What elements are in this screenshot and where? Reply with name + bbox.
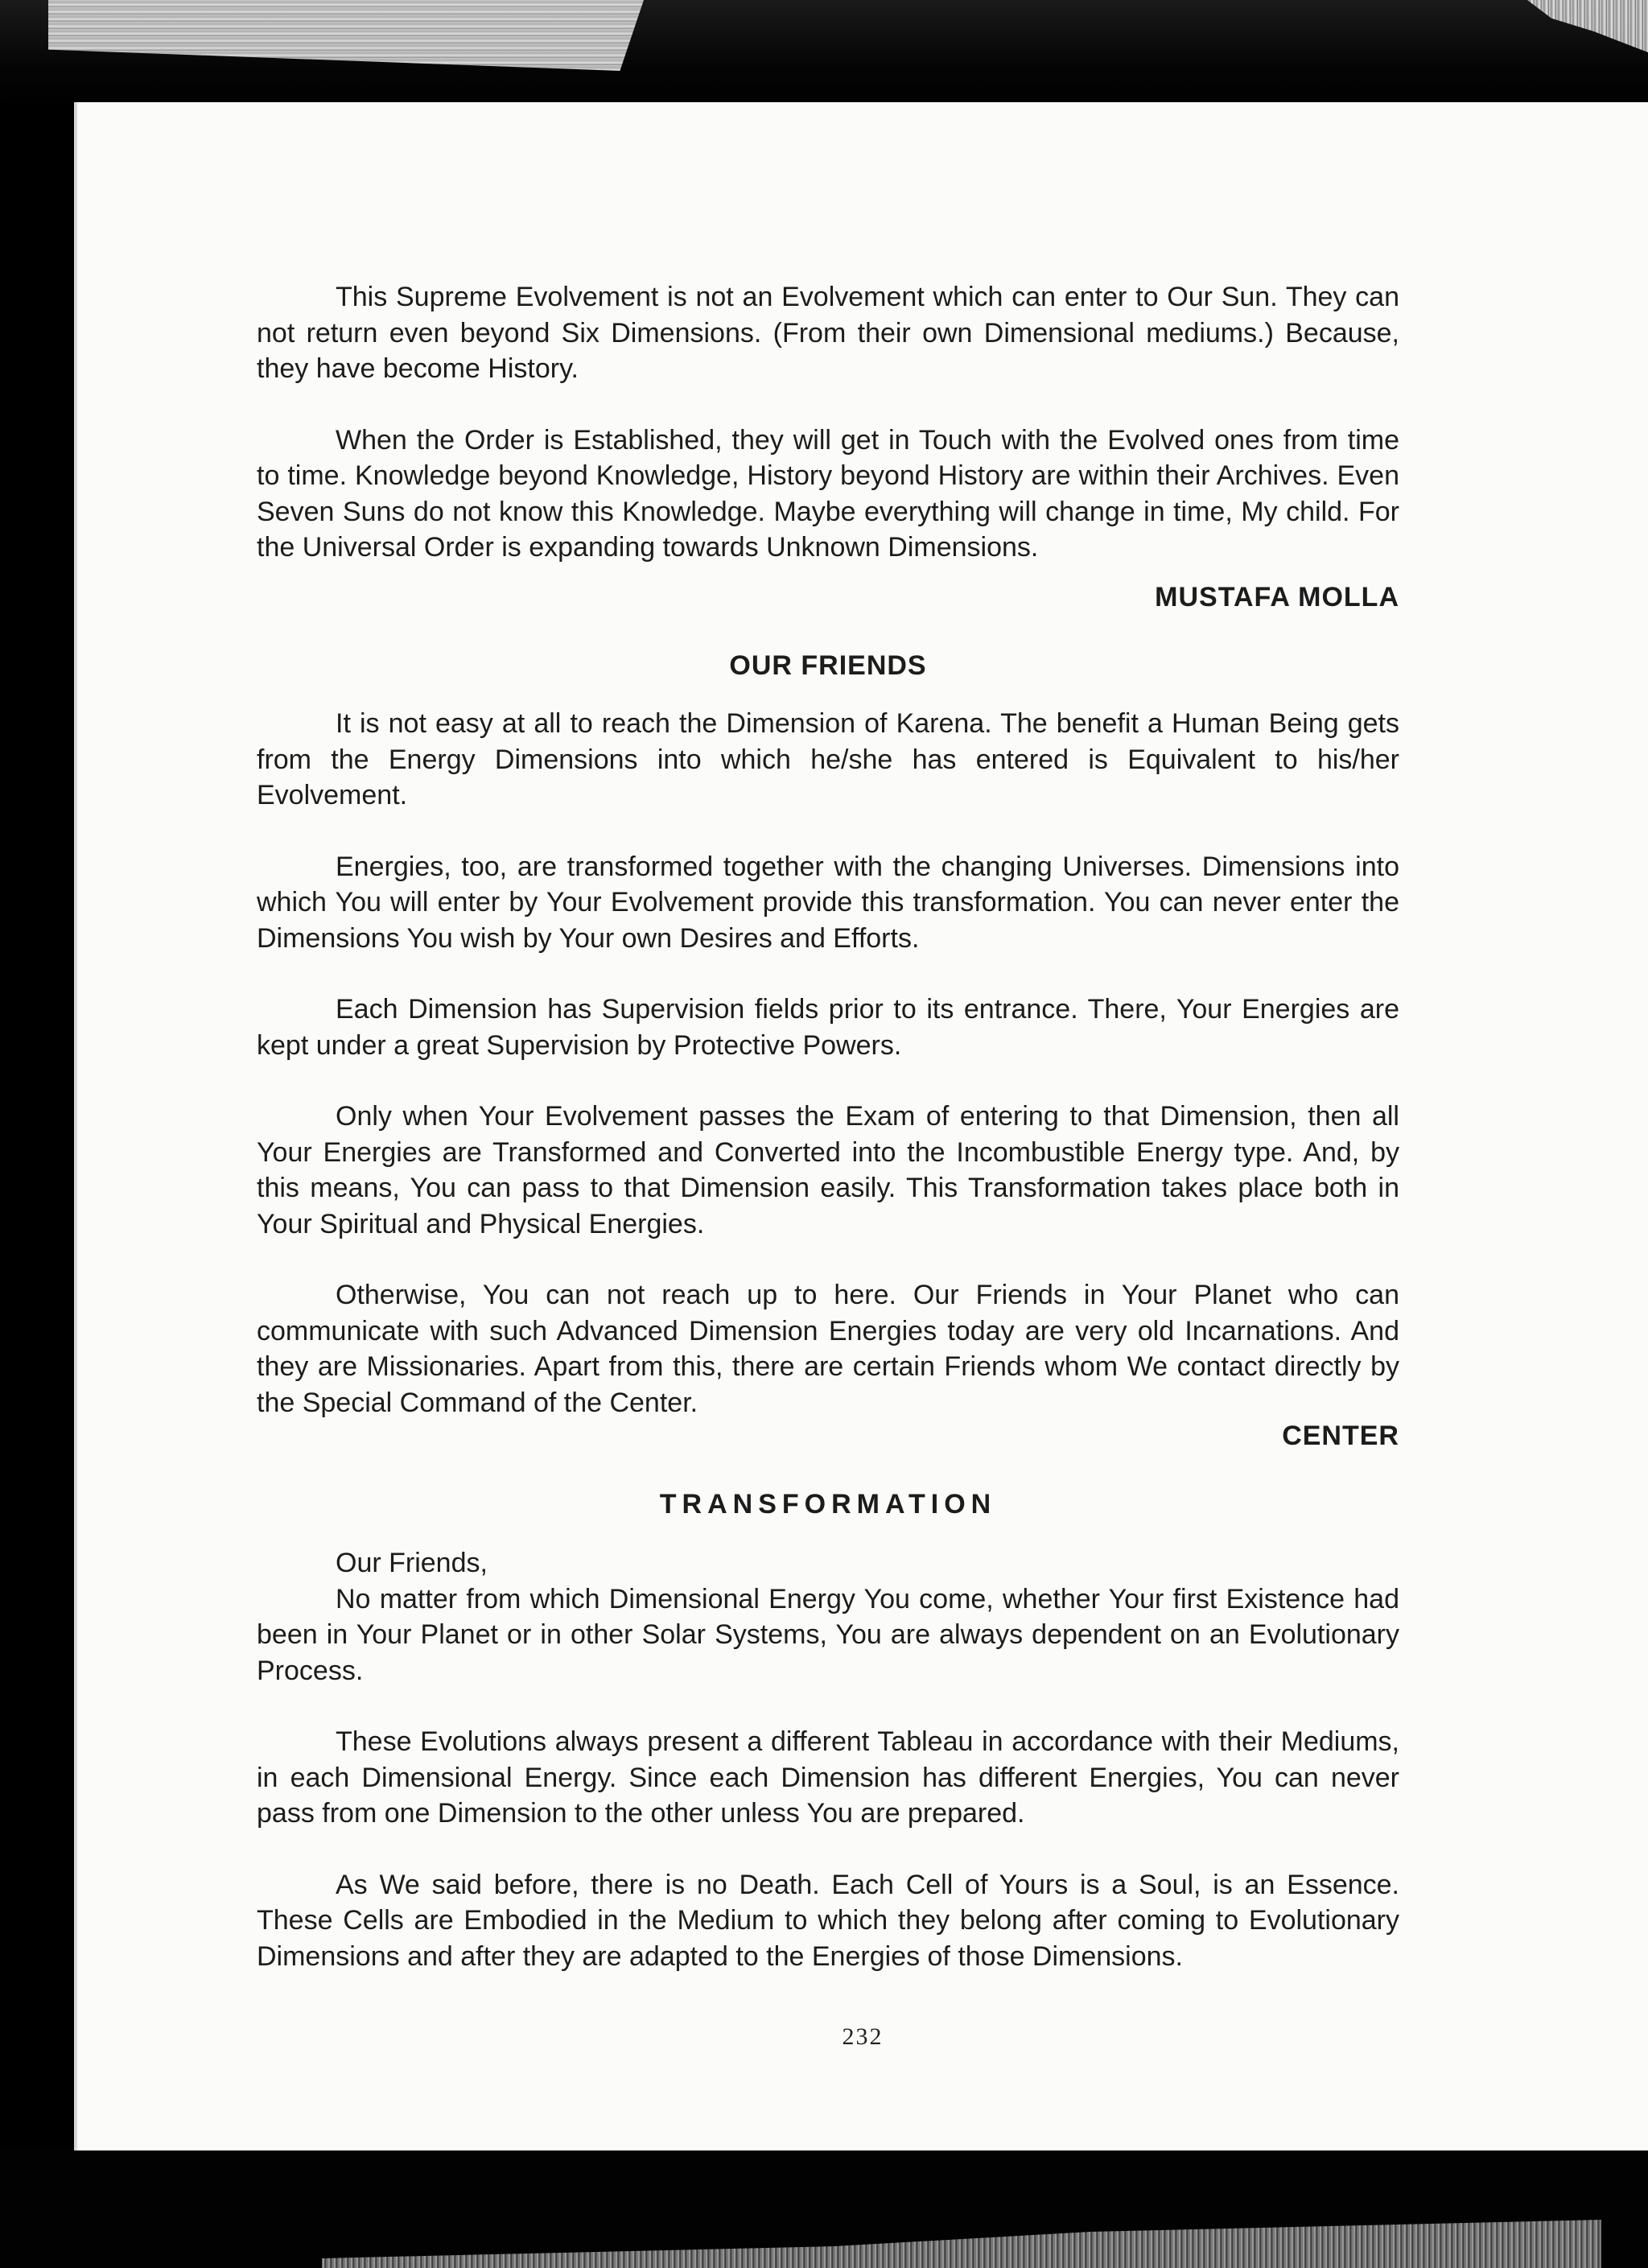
section-transformation (257, 1545, 1399, 1974)
paragraph: This Supreme Evolvement is not an Evolvement which can enter to Our Sun. They can not return even beyond Six Dimensions. (From their own Dimensional mediums.) Because, they have become History. (257, 282, 1399, 384)
section-our-friends (257, 706, 1399, 1421)
section-transformation-heading (257, 1487, 1399, 1523)
paragraph: Each Dimension has Supervision fields prior to its entrance. There, Your Energies are kept under a great Supervision by Protective Powers. (257, 994, 1399, 1061)
paragraph: Only when Your Evolvement passes the Exam of entering to that Dimension, then all Your Energies are Transformed and Converted into the Incombustible Energy type. And, by this means, You can pass to that Dimension easily. This Transformation takes place both in Your Spiritual and Physical Energies. (257, 1101, 1399, 1239)
book-page (74, 102, 1648, 2150)
scan-border-left (0, 105, 74, 2149)
salutation: Our Friends, (336, 1548, 488, 1578)
paragraph: No matter from which Dimensional Energy You come, whether Your first Existence had been in Your Planet or in other Solar Systems, You are always dependent on an Evolutionary Process. (257, 1583, 1399, 1686)
signature-block (257, 579, 1399, 616)
signature: MUSTAFA MOLLA (1155, 582, 1399, 612)
paragraph: These Evolutions always present a different Tableau in accordance with their Mediums, in each Dimensional Energy. Since each Dimension has different Energies, You can never pass from one Dimension to the other unless You are prepared. (257, 1726, 1399, 1829)
paragraph: As We said before, there is no Death. Each Cell of Yours is a Soul, is an Essence. These Cells are Embodied in the Medium to which they belong after coming to Evolutionary Dimensions and after they are adapted to the Energies of those Dimensions. (257, 1869, 1399, 1972)
signature: CENTER (1282, 1421, 1399, 1451)
paragraph: When the Order is Established, they will get in Touch with the Evolved ones from time to time. Knowledge beyond Knowledge, History beyond History are within their Archives. Even Seven Suns do not know this Knowledge. Maybe everything will change in time, My child. For the Universal Order is expanding towards Unknown Dimensions. (257, 424, 1399, 563)
paragraph: Energies, too, are transformed together with the changing Universes. Dimensions into which You will enter by Your Evolvement provide this transformation. You can never enter the Dimensions You wish by Your own Desires and Efforts. (257, 851, 1399, 954)
section-heading: TRANSFORMATION (659, 1489, 997, 1520)
section-heading: OUR FRIENDS (729, 650, 927, 681)
section-our-friends-heading (257, 648, 1399, 684)
signature-block (257, 1418, 1399, 1454)
page-number: 232 (842, 2023, 884, 2050)
paragraph: It is not easy at all to reach the Dimension of Karena. The benefit a Human Being gets from the Energy Dimensions into which he/she has entered is Equivalent to his/her Evolvement. (257, 708, 1399, 810)
paragraph: Otherwise, You can not reach up to here. Our Friends in Your Planet who can communicate with such Advanced Dimension Energies today are very old Incarnations. And they are Missionaries. Apart from this, there are certain Friends whom We contact directly by the Special Command of the Center. (257, 1280, 1399, 1418)
section-mustafa-molla (257, 279, 1399, 566)
